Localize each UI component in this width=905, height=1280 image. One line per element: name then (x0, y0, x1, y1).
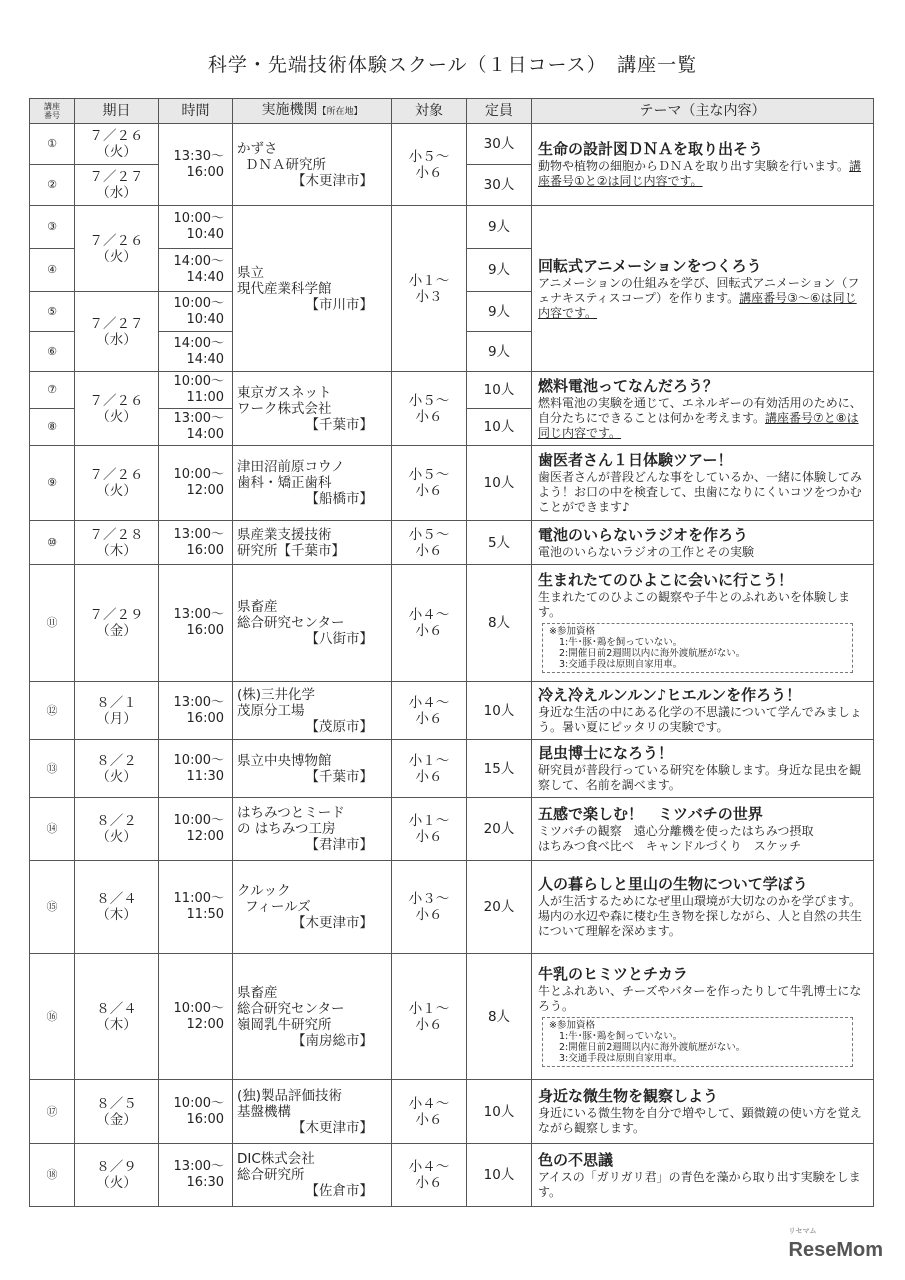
table-row (30, 740, 874, 798)
course-capacity: 10人 (467, 682, 532, 740)
course-target: 小５～ 小６ (392, 521, 467, 565)
course-capacity: 20人 (467, 861, 532, 954)
course-time: 11:00～ 11:50 (159, 861, 233, 954)
course-capacity: 10人 (467, 1080, 532, 1144)
course-number: ⑰ (30, 1080, 75, 1144)
course-theme: 生まれたてのひよこに会いに行こう！ 生まれたてのひよこの観察や子牛とのふれあいを体験します。 ※参加資格 1:牛･豚･鶏を飼っていない。 2:開催日前2週間以内に海外渡航歴がない。 3:交通手段は原則自家用車。 (532, 565, 874, 682)
course-number: ⑦ (30, 372, 75, 409)
course-date: ８／４ （木） (75, 861, 159, 954)
course-institution: 津田沼前原コウノ 歯科・矯正歯科 【船橋市】 (233, 446, 392, 521)
course-number: ⑮ (30, 861, 75, 954)
course-number: ⑩ (30, 521, 75, 565)
course-institution: DIC株式会社 総合研究所 【佐倉市】 (233, 1144, 392, 1207)
table-row (30, 446, 874, 521)
course-date: ７／２９ （金） (75, 565, 159, 682)
course-target: 小５～ 小６ (392, 372, 467, 446)
course-time: 13:00～ 16:00 (159, 565, 233, 682)
course-institution: クルック フィールズ 【木更津市】 (233, 861, 392, 954)
course-capacity: 10人 (467, 446, 532, 521)
table-row (30, 954, 874, 1080)
course-institution: 県畜産 総合研究センター 嶺岡乳牛研究所 【南房総市】 (233, 954, 392, 1080)
course-target: 小１～ 小３ (392, 206, 467, 372)
course-date: ８／５ （金） (75, 1080, 159, 1144)
course-number: ⑫ (30, 682, 75, 740)
course-capacity: 30人 (467, 165, 532, 206)
course-number: ⑱ (30, 1144, 75, 1207)
course-number: ③ (30, 206, 75, 249)
course-time: 10:00～ 12:00 (159, 798, 233, 861)
course-time: 13:00～ 16:30 (159, 1144, 233, 1207)
page-title: 科学・先端技術体験スクール（１日コース） 講座一覧 (207, 54, 698, 76)
course-date: ７／２７ （水） (75, 292, 159, 372)
course-time: 10:00～ 11:00 (159, 372, 233, 409)
course-theme: 色の不思議 アイスの「ガリガリ君」の青色を藻から取り出す実験をします。 (532, 1144, 874, 1207)
course-capacity: 9人 (467, 292, 532, 332)
course-number: ⑬ (30, 740, 75, 798)
course-capacity: 30人 (467, 124, 532, 165)
course-capacity: 10人 (467, 372, 532, 409)
course-target: 小４～ 小６ (392, 1144, 467, 1207)
course-capacity: 10人 (467, 409, 532, 446)
course-theme: 牛乳のヒミツとチカラ 牛とふれあい、チーズやバターを作ったりして牛乳博士になろう。 ※参加資格 1:牛･豚･鶏を飼っていない。 2:開催日前2週間以内に海外渡航歴がない。 3:交通手段は原則自家用車。 (532, 954, 874, 1080)
table-row (30, 124, 874, 165)
course-date: ８／９ （火） (75, 1144, 159, 1207)
course-date: ８／２ （火） (75, 740, 159, 798)
course-target: 小３～ 小６ (392, 861, 467, 954)
header-no: 講座 番号 (30, 99, 75, 124)
course-number: ④ (30, 249, 75, 292)
course-institution: はちみつとミード の はちみつ工房 【君津市】 (233, 798, 392, 861)
course-target: 小４～ 小６ (392, 1080, 467, 1144)
course-time: 10:00～ 16:00 (159, 1080, 233, 1144)
course-theme: 回転式アニメーションをつくろう アニメーションの仕組みを学び、回転式アニメーション（フェナキスティスコープ）を作ります。講座番号③～⑥は同じ内容です。 (532, 206, 874, 372)
course-capacity: 8人 (467, 954, 532, 1080)
qualification-box: ※参加資格 1:牛･豚･鶏を飼っていない。 2:開催日前2週間以内に海外渡航歴がない。 3:交通手段は原則自家用車。 (542, 623, 853, 673)
course-theme: 人の暮らしと里山の生物について学ぼう 人が生活するためになぜ里山環境が大切なのかを学びます。場内の水辺や森に棲む生き物を探しながら、人と自然の共生について理解を深めます。 (532, 861, 874, 954)
course-institution: 県立 現代産業科学館 【市川市】 (233, 206, 392, 372)
course-time: 13:30～ 16:00 (159, 124, 233, 206)
table-row (30, 861, 874, 954)
header-date: 期日 (75, 99, 159, 124)
course-institution: (株)三井化学 茂原分工場 【茂原市】 (233, 682, 392, 740)
course-institution: 県立中央博物館 【千葉市】 (233, 740, 392, 798)
course-institution: 東京ガスネット ワーク株式会社 【千葉市】 (233, 372, 392, 446)
course-time: 10:00～ 10:40 (159, 206, 233, 249)
course-theme: 五感で楽しむ！ ミツバチの世界 ミツバチの観察 遠心分離機を使ったはちみつ摂取 はちみつ食べ比べ キャンドルづくり スケッチ (532, 798, 874, 861)
header-target: 対象 (392, 99, 467, 124)
course-theme: 生命の設計図ＤＮＡを取り出そう 動物や植物の細胞からＤＮＡを取り出す実験を行います。講座番号①と②は同じ内容です。 (532, 124, 874, 206)
course-target: 小４～ 小６ (392, 565, 467, 682)
course-target: 小１～ 小６ (392, 740, 467, 798)
course-capacity: 15人 (467, 740, 532, 798)
course-number: ⑭ (30, 798, 75, 861)
table-row (30, 682, 874, 740)
header-capacity: 定員 (467, 99, 532, 124)
resemom-logo: リセマム ReseMom (788, 1228, 883, 1261)
course-time: 13:00～ 16:00 (159, 521, 233, 565)
course-time: 10:00～ 12:00 (159, 954, 233, 1080)
course-number: ⑤ (30, 292, 75, 332)
course-capacity: 8人 (467, 565, 532, 682)
course-theme: 冷え冷えルンルン♪ヒエルンを作ろう！ 身近な生活の中にある化学の不思議について学んでみましょう。暑い夏にピッタリの実験です。 (532, 682, 874, 740)
course-institution: 県産業支援技術 研究所【千葉市】 (233, 521, 392, 565)
course-date: ８／４ （木） (75, 954, 159, 1080)
course-time: 13:00～ 14:00 (159, 409, 233, 446)
course-time: 14:00～ 14:40 (159, 332, 233, 372)
table-row (30, 1144, 874, 1207)
qualification-box: ※参加資格 1:牛･豚･鶏を飼っていない。 2:開催日前2週間以内に海外渡航歴がない。 3:交通手段は原則自家用車。 (542, 1017, 853, 1067)
course-time: 13:00～ 16:00 (159, 682, 233, 740)
course-target: 小５～ 小６ (392, 124, 467, 206)
course-date: ８／１ （月） (75, 682, 159, 740)
course-number: ⑨ (30, 446, 75, 521)
course-date: ７／２６ （火） (75, 372, 159, 446)
course-institution: 県畜産 総合研究センター 【八街市】 (233, 565, 392, 682)
table-header-row (30, 99, 874, 124)
table-row (30, 1080, 874, 1144)
course-number: ⑪ (30, 565, 75, 682)
course-date: ７／２８ （木） (75, 521, 159, 565)
course-number: ⑥ (30, 332, 75, 372)
table-row (30, 206, 874, 249)
course-date: ７／２６ （火） (75, 206, 159, 292)
course-number: ① (30, 124, 75, 165)
course-theme: 昆虫博士になろう！ 研究員が普段行っている研究を体験します。身近な昆虫を観察して、名前を調べます。 (532, 740, 874, 798)
header-theme: テーマ（主な内容） (532, 99, 874, 124)
table-row (30, 521, 874, 565)
course-capacity: 9人 (467, 249, 532, 292)
course-capacity: 5人 (467, 521, 532, 565)
table-row (30, 798, 874, 861)
table-row (30, 372, 874, 409)
course-date: ７／２６ （火） (75, 124, 159, 165)
course-number: ⑯ (30, 954, 75, 1080)
course-time: 10:00～ 10:40 (159, 292, 233, 332)
course-date: ７／２６ （火） (75, 446, 159, 521)
course-capacity: 9人 (467, 332, 532, 372)
table-row (30, 565, 874, 682)
course-number: ⑧ (30, 409, 75, 446)
course-table (29, 98, 874, 1207)
course-target: 小１～ 小６ (392, 954, 467, 1080)
course-institution: かずさ ＤＮＡ研究所 【木更津市】 (233, 124, 392, 206)
course-target: 小１～ 小６ (392, 798, 467, 861)
header-institution: 実施機関【所在地】 (233, 99, 392, 124)
course-capacity: 20人 (467, 798, 532, 861)
course-target: 小４～ 小６ (392, 682, 467, 740)
header-time: 時間 (159, 99, 233, 124)
course-theme: 歯医者さん１日体験ツアー！ 歯医者さんが普段どんな事をしているか、一緒に体験してみよう！お口の中を検査して、虫歯になりにくいコツをつかむことができます♪ (532, 446, 874, 521)
course-target: 小５～ 小６ (392, 446, 467, 521)
course-capacity: 10人 (467, 1144, 532, 1207)
course-theme: 身近な微生物を観察しよう 身近にいる微生物を自分で増やして、顕微鏡の使い方を覚えながら観察します。 (532, 1080, 874, 1144)
course-capacity: 9人 (467, 206, 532, 249)
course-time: 10:00～ 11:30 (159, 740, 233, 798)
course-theme: 電池のいらないラジオを作ろう 電池のいらないラジオの工作とその実験 (532, 521, 874, 565)
course-date: ７／２７ （水） (75, 165, 159, 206)
course-theme: 燃料電池ってなんだろう？ 燃料電池の実験を通じて、エネルギーの有効活用のために、自分たちにできることは何かを考えます。講座番号⑦と⑧は同じ内容です。 (532, 372, 874, 446)
course-time: 10:00～ 12:00 (159, 446, 233, 521)
course-time: 14:00～ 14:40 (159, 249, 233, 292)
course-number: ② (30, 165, 75, 206)
course-institution: (独)製品評価技術 基盤機構 【木更津市】 (233, 1080, 392, 1144)
course-date: ８／２ （火） (75, 798, 159, 861)
